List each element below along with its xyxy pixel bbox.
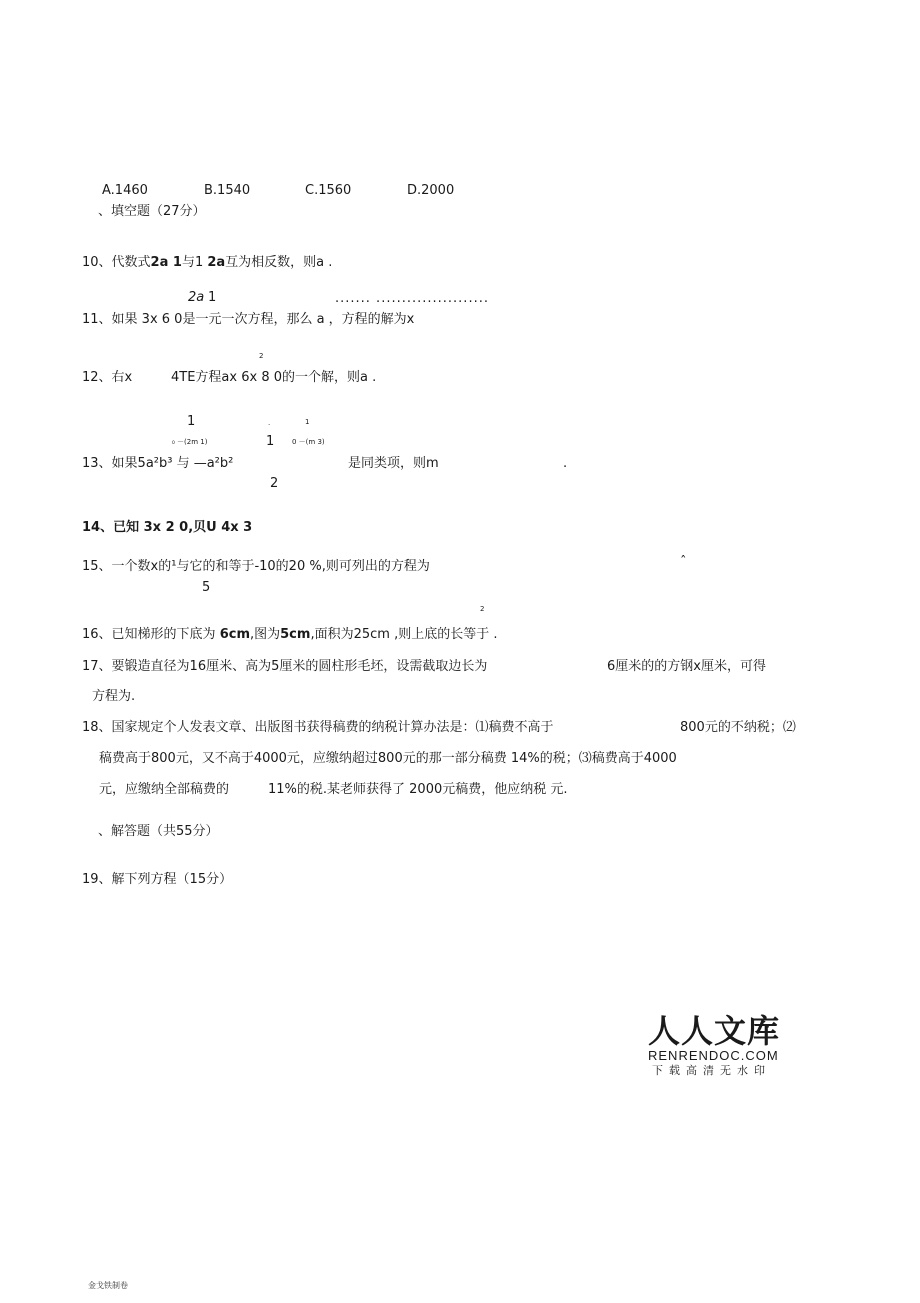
watermark-en: RENRENDOC.COM (648, 1048, 779, 1063)
footer-note: 金戈铁制卷 (88, 1281, 128, 1290)
option-c: C.1560 (305, 183, 352, 198)
question-10: 10、代数式2a 1与1 2a互为相反数，则a . (82, 255, 333, 270)
question-18-line2: 稿费高于800元，又不高于4000元，应缴纳超过800元的那一部分稿费 14%的税；⑶稿费高于4000 (99, 751, 677, 766)
q11-frac-top-b: 1 (208, 290, 217, 305)
q11-frac-top: 2a (188, 290, 205, 305)
question-14: 14、已知 3x 2 0,贝U 4x 3 (82, 520, 253, 535)
question-17-line1b: 6厘米的的方钢x厘米，可得 (607, 659, 766, 674)
q13-mid-one: 1 (266, 434, 275, 449)
question-18-line1b: 800元的不纳税；⑵ (680, 720, 796, 735)
q13-frac1-sub: ₀ －(2m 1) (172, 438, 208, 446)
q13-dot: . (268, 419, 271, 427)
question-11: 11、如果 3x 6 0是一元一次方程，那么 a ，方程的解为x (82, 312, 415, 327)
q12-sup: 2 (259, 352, 264, 360)
q13-frac2-top: 1 (305, 418, 310, 426)
question-13: 13、如果5a²b³ 与 —a²b² (82, 456, 234, 471)
question-18-line3b: 11%的税.某老师获得了 2000元稿费，他应纳税 元. (268, 782, 568, 797)
option-d: D.2000 (407, 183, 455, 198)
question-18-line3a: 元，应缴纳全部稿费的 (99, 782, 230, 797)
q16-sup: 2 (480, 605, 485, 613)
q13-frac1-top: 1 (187, 414, 196, 429)
q11-dots: ....... ...................... (335, 291, 489, 306)
q15-caret: ˆ (680, 555, 687, 570)
section-solve-heading: 、解答题（共55分） (98, 824, 219, 839)
option-b: B.1540 (204, 183, 251, 198)
question-17-line2: 方程为. (92, 689, 136, 704)
question-15: 15、一个数x的¹与它的和等于-10的20 %,则可列出的方程为 (82, 559, 430, 574)
watermark-sub: 下载高清无水印 (652, 1064, 771, 1077)
watermark-cn: 人人文库 (648, 1012, 781, 1050)
q13-tail-dot: . (563, 456, 568, 471)
q13-tail: 是同类项，则m (348, 456, 439, 471)
question-17-line1a: 17、要锻造直径为16厘米、高为5厘米的圆柱形毛坯，设需截取边长为 (82, 659, 488, 674)
option-a: A.1460 (102, 183, 148, 198)
question-12-part2: 4TE方程ax 6x 8 0的一个解，则a . (171, 370, 377, 385)
q13-frac-bottom: 2 (270, 476, 279, 491)
q13-frac2-sub: 0 －(m 3) (292, 438, 325, 446)
section-fill-blank-heading: 、填空题（27分） (98, 204, 206, 219)
question-12-part1: 12、右x (82, 370, 133, 385)
question-19: 19、解下列方程（15分） (82, 872, 233, 887)
question-16: 16、已知梯形的下底为 6cm,图为5cm,面积为25cm ,则上底的长等于 . (82, 627, 498, 642)
q15-denominator: 5 (202, 580, 211, 595)
question-18-line1a: 18、国家规定个人发表文章、出版图书获得稿费的纳税计算办法是：⑴稿费不高于 (82, 720, 554, 735)
